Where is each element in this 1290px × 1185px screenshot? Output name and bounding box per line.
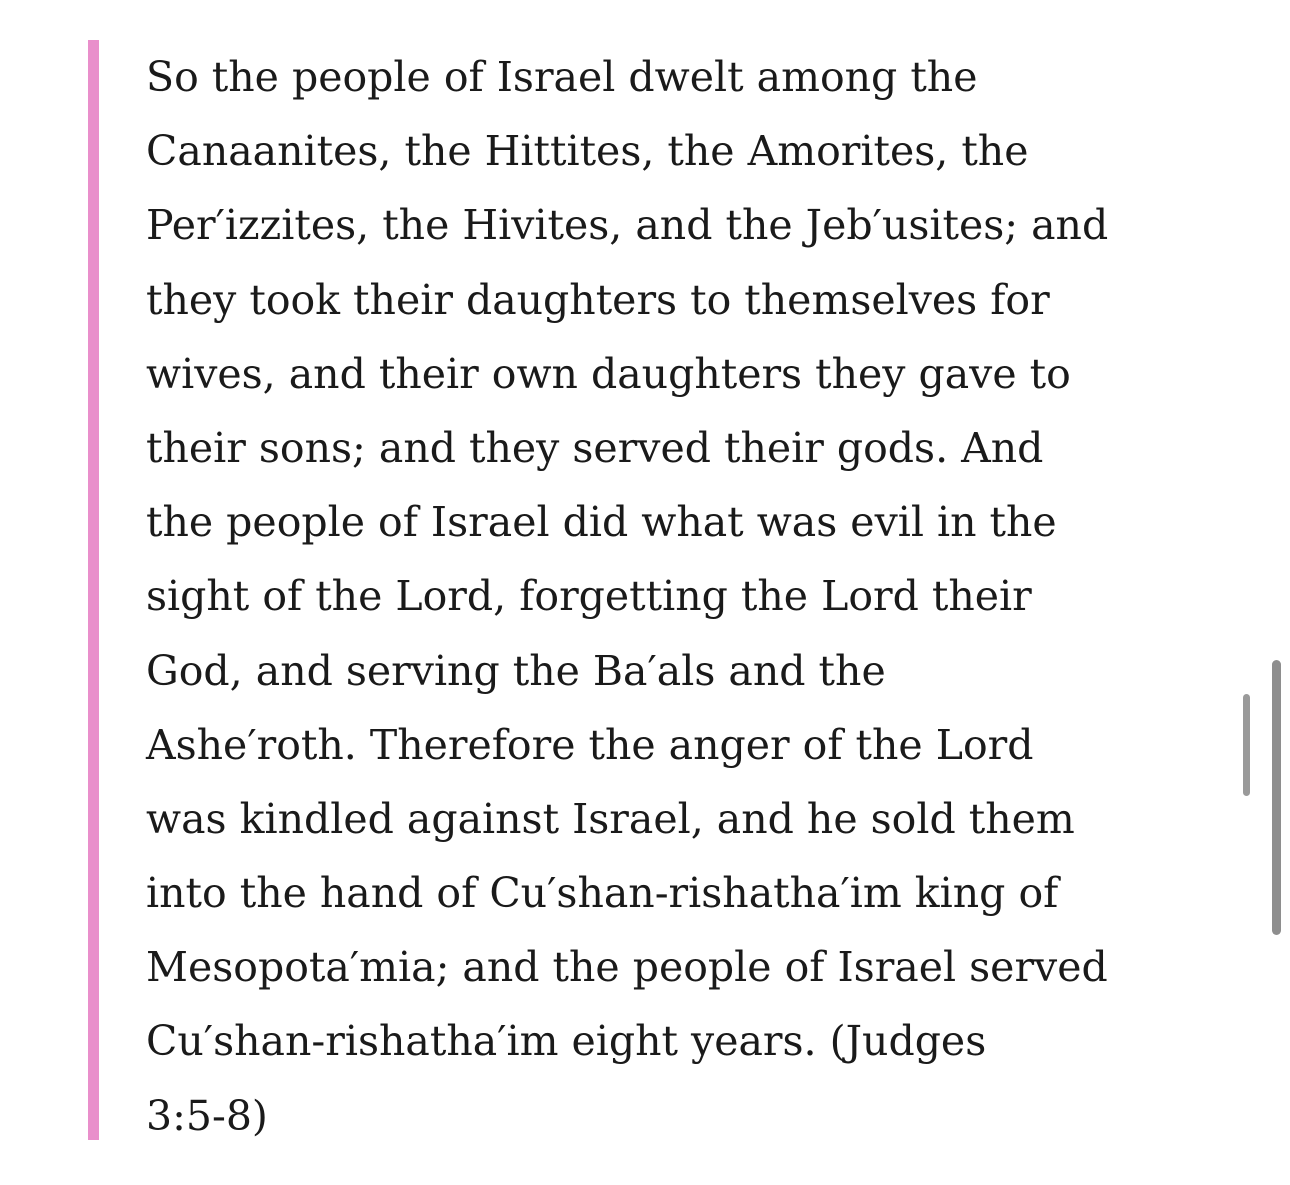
scroll-indicator[interactable] bbox=[1243, 694, 1250, 796]
quote-line: God, and serving the Ba′als and the bbox=[146, 646, 886, 695]
quote-line: Cu′shan-rishatha′im eight years. (Judges bbox=[146, 1017, 987, 1066]
quote-line: 3:5-8) bbox=[146, 1091, 268, 1140]
quote-line: So the people of Israel dwelt among the bbox=[146, 53, 978, 101]
quote-line: Canaanites, the Hittites, the Amorites, the bbox=[146, 127, 1029, 176]
blockquote bbox=[88, 40, 1198, 1140]
quote-line: the people of Israel did what was evil in the bbox=[146, 498, 1057, 547]
quote-line: wives, and their own daughters they gave to bbox=[146, 349, 1071, 398]
quote-line: Ashe′roth. Therefore the anger of the Lord bbox=[146, 720, 1034, 769]
quote-line: sight of the Lord, forgetting the Lord their bbox=[146, 572, 1032, 621]
quote-text bbox=[146, 40, 1198, 1153]
scrollbar-thumb[interactable] bbox=[1272, 660, 1281, 935]
quote-line: their sons; and they served their gods. And bbox=[146, 423, 1044, 472]
quote-line: was kindled against Israel, and he sold them bbox=[146, 794, 1075, 843]
quote-line: Per′izzites, the Hivites, and the Jeb′usites; and bbox=[146, 201, 1109, 250]
quote-line: they took their daughters to themselves for bbox=[146, 275, 1050, 324]
quote-accent-bar bbox=[88, 40, 99, 1140]
quote-line: into the hand of Cu′shan-rishatha′im king of bbox=[146, 869, 1059, 918]
quote-line: Mesopota′mia; and the people of Israel served bbox=[146, 943, 1108, 992]
